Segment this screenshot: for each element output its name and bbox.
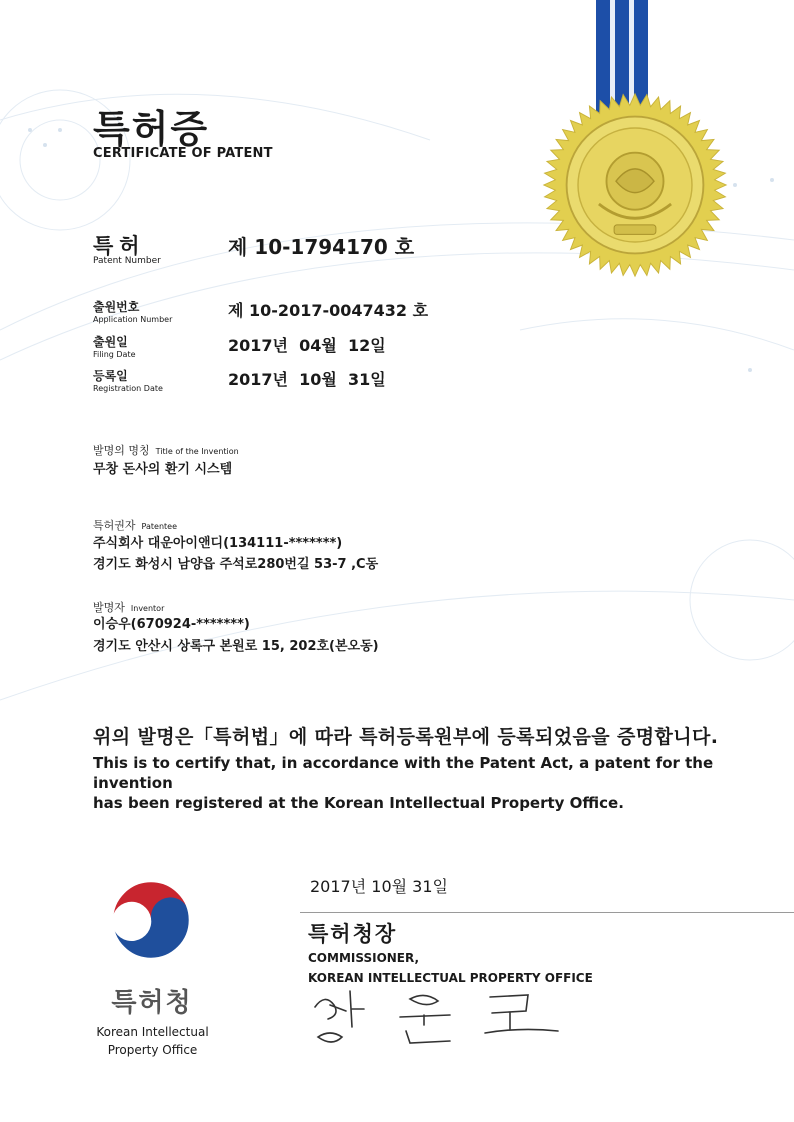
patentee-label-english: Patentee [141,522,177,531]
patentee-label: 특허권자 [93,519,136,532]
divider-line [300,912,794,913]
certification-english-line-1: This is to certify that, in accordance with the Patent Act, a patent for the invention [93,754,714,792]
application-number-label: 출원번호 [93,300,140,314]
inventor-name: 이승우(670924-*******) [93,617,250,632]
office-name-english-line-1: Korean Intellectual [96,1025,209,1039]
office-name-english-line-2: Property Office [107,1043,198,1057]
certification-text-korean: 위의 발명은「특허법」에 따라 특허등록원부에 등록되었음을 증명합니다. [93,726,719,748]
filing-date-value: 2017년 04월 12일 [228,336,386,355]
inventor-heading [93,596,164,615]
patent-number-label: 특허 [93,234,146,258]
invention-title-label-english: Title of the Invention [155,447,239,456]
patent-number-value: 제 10-1794170 호 [228,235,415,259]
commissioner-english-line-2: KOREAN INTELLECTUAL PROPERTY OFFICE [308,971,593,985]
patentee-address: 경기도 화성시 남양읍 주석로280번길 53-7 ,C동 [93,557,379,572]
patentee-heading [93,514,177,533]
registration-date-label: 등록일 [93,369,128,383]
certificate-title-english: CERTIFICATE OF PATENT [93,146,273,161]
registration-date-value: 2017년 10월 31일 [228,370,386,389]
application-number-label-english: Application Number [93,315,173,324]
issue-date: 2017년 10월 31일 [310,877,448,896]
patentee-name: 주식회사 대운아이앤디(134111-*******) [93,536,343,551]
commissioner-title-english [308,948,593,988]
inventor-label-english: Inventor [130,604,165,613]
commissioner-title: 특허청장 [308,922,398,946]
patent-number-label-english: Patent Number [93,256,161,266]
invention-title-heading [93,439,239,458]
inventor-label: 발명자 [93,601,125,614]
certification-text-english [93,753,753,813]
gold-seal-icon [540,90,730,280]
inventor-address: 경기도 안산시 상록구 본원로 15, 202호(본오동) [93,639,379,654]
signature-icon [300,985,570,1050]
office-name-korean: 특허청 [111,988,193,1018]
registration-date-label-english: Registration Date [93,384,163,393]
filing-date-label: 출원일 [93,335,128,349]
office-name-english [80,1023,225,1059]
filing-date-label-english: Filing Date [93,350,136,359]
application-number-value: 제 10-2017-0047432 호 [228,301,429,320]
kipo-taeguk-logo-icon [105,874,197,966]
certificate-title: 특허증 [93,107,210,151]
invention-title-label: 발명의 명칭 [93,444,150,457]
commissioner-english-line-1: COMMISSIONER, [308,951,420,965]
certification-english-line-2: has been registered at the Korean Intellectual Property Office. [93,794,624,812]
invention-title-value: 무창 돈사의 환기 시스템 [93,462,233,477]
